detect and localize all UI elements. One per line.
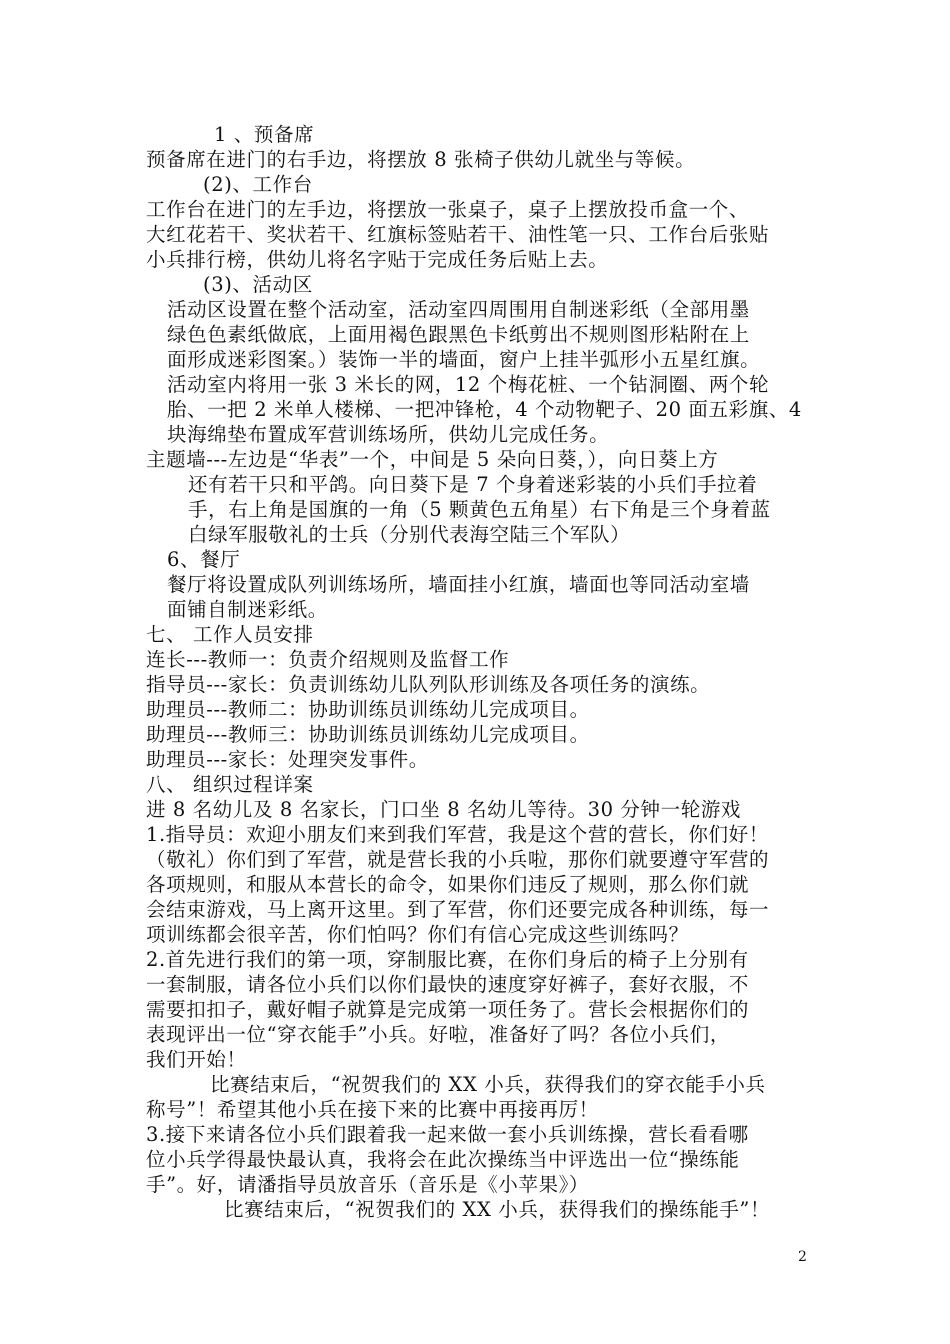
- paragraph-line: 工作台在进门的左手边，将摆放一张桌子，桌子上摆放投币盒一个、: [146, 198, 750, 221]
- paragraph-line: 表现评出一位“穿衣能手”小兵。好啦，准备好了吗？各位小兵们，: [146, 1023, 730, 1046]
- paragraph-line: 2.首先进行我们的第一项，穿制服比赛，在你们身后的椅子上分别有: [146, 948, 749, 971]
- paragraph-line: 需要扣扣子，戴好帽子就算是完成第一项任务了。营长会根据你们的: [146, 998, 750, 1021]
- paragraph-line: 面铺自制迷彩纸。: [167, 598, 328, 621]
- paragraph-line: 称号”！希望其他小兵在接下来的比赛中再接再厉！: [146, 1098, 599, 1121]
- paragraph-line: 我们开始！: [146, 1048, 247, 1071]
- heading-work-table: (2)、工作台: [203, 173, 313, 196]
- paragraph-line: 项训练都会很辛苦，你们怕吗？你们有信心完成这些训练吗？: [146, 923, 689, 946]
- paragraph-line: 比赛结束后，“祝贺我们的 XX 小兵，获得我们的操练能手”！: [224, 1198, 771, 1221]
- paragraph-line: 手”。好，请潘指导员放音乐（音乐是《小苹果》）: [146, 1173, 590, 1196]
- paragraph-line: 块海绵垫布置成军营训练场所，供幼儿完成任务。: [167, 423, 610, 446]
- paragraph-line: 进 8 名幼儿及 8 名家长，门口坐 8 名幼儿等待。30 分钟一轮游戏: [146, 798, 742, 821]
- heading-staff: 七、 工作人员安排: [146, 623, 314, 646]
- heading-waiting-area: 1 、预备席: [214, 123, 315, 146]
- staff-line: 连长---教师一：负责介绍规则及监督工作: [146, 648, 510, 671]
- paragraph-line: 活动区设置在整个活动室，活动室四周围用自制迷彩纸（全部用墨: [167, 298, 750, 321]
- paragraph-line: 手，右上角是国旗的一角（5 颗黄色五角星）右下角是三个身着蓝: [188, 498, 771, 521]
- paragraph-line: 各项规则，和服从本营长的命令，如果你们违反了规则，那么你们就: [146, 873, 750, 896]
- paragraph-line: 3.接下来请各位小兵们跟着我一起来做一套小兵训练操，营长看看哪: [146, 1123, 749, 1146]
- paragraph-line: （敬礼）你们到了军营，就是营长我的小兵啦，那你们就要遵守军营的: [146, 848, 770, 871]
- paragraph-line: 会结束游戏，马上离开这里。到了军营，你们还要完成各种训练，每一: [146, 898, 770, 921]
- staff-line: 助理员---教师三：协助训练员训练幼儿完成项目。: [146, 723, 590, 746]
- staff-line: 助理员---教师二：协助训练员训练幼儿完成项目。: [146, 698, 590, 721]
- paragraph-line: 比赛结束后，“祝贺我们的 XX 小兵，获得我们的穿衣能手小兵: [210, 1073, 766, 1096]
- paragraph-line: 预备席在进门的右手边，将摆放 8 张椅子供幼儿就坐与等候。: [146, 148, 696, 171]
- paragraph-line: 白绿军服敬礼的士兵（分别代表海空陆三个军队）: [188, 523, 631, 546]
- heading-dining: 6、餐厅: [167, 548, 241, 571]
- paragraph-line: 主题墙---左边是“华表”一个，中间是 5 朵向日葵，），向日葵上方: [146, 448, 719, 471]
- paragraph-line: 小兵排行榜，供幼儿将名字贴于完成任务后贴上去。: [146, 248, 609, 271]
- paragraph-line: 餐厅将设置成队列训练场所，墙面挂小红旗，墙面也等同活动室墙: [167, 573, 750, 596]
- staff-line: 助理员---家长：处理突发事件。: [146, 748, 429, 771]
- paragraph-line: 胎、一把 2 米单人楼梯、一把冲锋枪，4 个动物靶子、20 面五彩旗、4: [167, 398, 802, 421]
- paragraph-line: 一套制服，请各位小兵们以你们最快的速度穿好裤子，套好衣服，不: [146, 973, 750, 996]
- paragraph-line: 面形成迷彩图案。）装饰一半的墙面，窗户上挂半弧形小五星红旗。: [167, 348, 761, 371]
- paragraph-line: 活动室内将用一张 3 米长的网，12 个梅花桩、一个钻洞圈、两个轮: [167, 373, 770, 396]
- paragraph-line: 位小兵学得最快最认真，我将会在此次操练当中评选出一位“操练能: [146, 1148, 740, 1171]
- heading-activity-area: (3)、活动区: [203, 273, 313, 296]
- paragraph-line: 大红花若干、奖状若干、红旗标签贴若干、油性笔一只、工作台后张贴: [146, 223, 770, 246]
- page-number: 2: [798, 1249, 807, 1265]
- paragraph-line: 1.指导员：欢迎小朋友们来到我们军营，我是这个营的营长，你们好！: [146, 823, 769, 846]
- paragraph-line: 还有若干只和平鸽。向日葵下是 7 个身着迷彩装的小兵们手拉着: [188, 473, 758, 496]
- heading-process: 八、 组织过程详案: [146, 773, 314, 796]
- staff-line: 指导员---家长：负责训练幼儿队列队形训练及各项任务的演练。: [146, 673, 711, 696]
- paragraph-line: 绿色色素纸做底，上面用褐色跟黑色卡纸剪出不规则图形粘附在上: [167, 323, 750, 346]
